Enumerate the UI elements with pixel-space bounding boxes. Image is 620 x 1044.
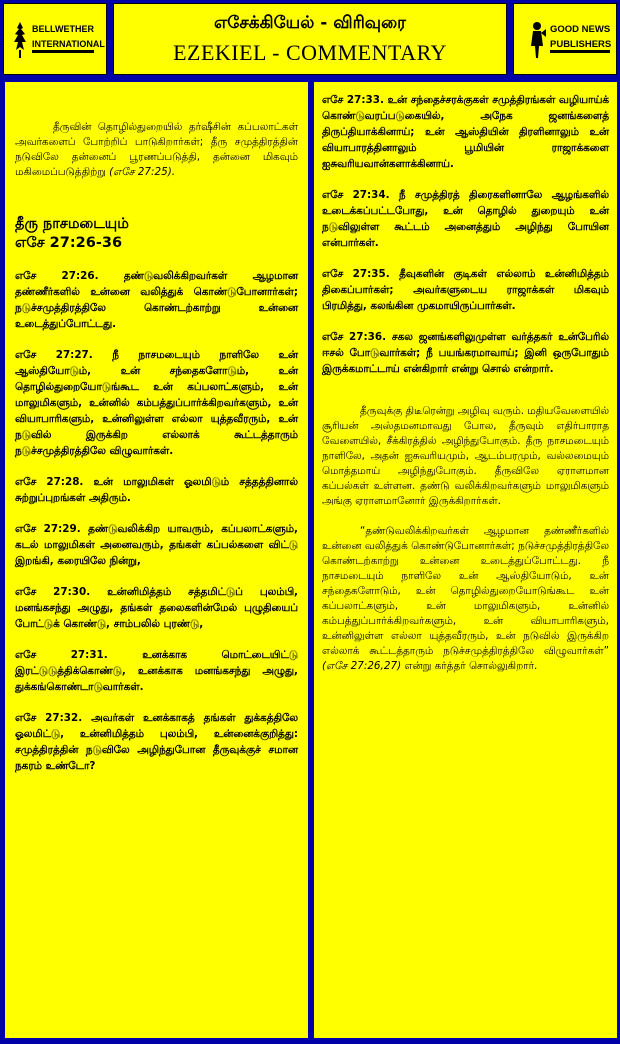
verse-27-28: எசே 27:28. உன் மாலுமிகள் ஓலமிடும் சத்தத்தினால் சுற்றுப்புறங்கள் அதிரும். <box>15 476 298 504</box>
title-banner <box>113 3 507 75</box>
commentary-quote: “தண்டுவலிக்கிறவர்கள் ஆழமான தண்ணீர்களில் உன்னை வலித்துக் கொண்டுபோனார்கள்; நடுச்சமுத்திரத்திலே கொண்டற்காற்று உன்னை உடைத்துப்போட்டது. நீ நாசமடையும் நாளிலே உன் ஆஸ்தியோடும், உன் சந்தைகளோடும், உன் தொழில்துறையோடுங்கூட உன் கப்பலாட்களும், உன் மாலுமிகளும், உன்னில் கம்பத்துப்பார்க்கிறவர்களும், உன் வியாபாரிகளும், உன்னிலுள்ள எல்லா யுத்தவீரரும், உன் நடுவில் இருக்கிற எல்லாக் கூட்டத்தாரும் நடுச்சமுத்திரத்திலே விழுவார்கள்” <box>322 525 609 657</box>
good-news-logo-line1: GOOD NEWS <box>550 24 611 35</box>
section-heading-title: தீரு நாசமடையும் <box>15 216 129 232</box>
verse-27-34: எசே 27:34. நீ சமுத்திரத் திரைகளினாலே ஆழங்களில் உடைக்கப்பட்டபோது, உன் தொழில் துறையும் உன் நடுவிலுள்ள கூட்டம் அனைத்தும் அழிந்து போயின என்பார்கள். <box>322 189 609 249</box>
spacer <box>15 332 298 347</box>
bellwether-logo <box>3 3 107 75</box>
verse-27-30: எசே 27:30. உன்னிமித்தம் சத்தமிட்டுப் புலம்பி, மனங்கசந்து அழுது, தங்கள் தலைகளின்மேல் புழுதியைப் போட்டுக் கொண்டு, சாம்பலில் புரண்டு, <box>15 586 298 630</box>
commentary-reference: (எசே 27:26,27) <box>322 660 402 672</box>
good-news-logo-line2: PUBLISHERS <box>550 39 612 50</box>
verse-27-36: எசே 27:36. சகல ஜனங்களிலுமுள்ள வர்த்தகர் உன்பேரில் ஈசல் போடுவார்கள்; நீ பயங்கரமாவாய்; இனி ஒருபோதும் இருக்கமாட்டாய் என்கிறார் என்று சொல் என்றார். <box>322 331 609 375</box>
verse-27-35: எசே 27:35. தீவுகளின் குடிகள் எல்லாம் உன்னிமித்தம் திகைப்பார்கள்; அவர்களுடைய ராஜாக்கள் மிகவும் பிரமித்து, கலங்கின முகமாயிருப்பார்கள். <box>322 268 609 312</box>
commentary-tail: என்று கர்த்தர் சொல்லுகிறார். <box>404 660 538 672</box>
right-column <box>314 82 617 1038</box>
spacer <box>15 180 298 195</box>
bellwether-logo-line2: INTERNATIONAL <box>32 39 105 49</box>
spacer <box>15 459 298 474</box>
spacer <box>322 251 609 266</box>
good-news-logo-underline <box>550 50 610 53</box>
section-heading <box>15 215 298 253</box>
bellwether-ram-icon <box>11 20 29 60</box>
spacer <box>322 392 609 404</box>
intro-paragraph <box>15 120 298 180</box>
commentary-paragraph-1: தீருவுக்கு திடீரென்று அழிவு வரும். மதியவேளையில் சூரியன் அஸ்தமனமாவது போல, தீருவும் எதிர்பாராத வேளையில், சீக்கிரத்தில் அழிந்துபோகும். தீரு நாசமடையும் நாளிலே, அதன் ஐசுவரியமும், ஆடம்பரமும், வல்லமையும் மொத்தமாய் அழிந்துபோகும். தீருவிலே ஏராளமான கப்பல்கள் உள்ளன. தண்டு வலிக்கிறவர்களும் மாலுமிகளும் அங்கு ஏராளமானோர் இருக்கிறார்கள். <box>322 405 609 507</box>
intro-reference: (எசே 27:25). <box>109 166 176 178</box>
section-heading-reference: எசே 27:26-36 <box>15 235 123 251</box>
bellwether-logo-underline <box>32 50 94 53</box>
page-header <box>3 3 617 75</box>
good-news-logo <box>513 3 617 75</box>
spacer <box>322 172 609 187</box>
verse-27-31: எசே 27:31. உனக்காக மொட்டையிட்டு இரட்டுடுத்திக்கொண்டு, உனக்காக மனங்கசந்து அழுது, துக்கங்கொண்டாடுவார்கள். <box>15 649 298 693</box>
spacer <box>322 377 609 392</box>
herald-trumpet-icon <box>528 20 546 60</box>
verse-27-33: எசே 27:33. உன் சந்தைச்சரக்குகள் சமுத்திரங்கள் வழியாய்க் கொண்டுவரப்படுகையில், அநேக ஜனங்களைத் திருப்தியாக்கினாய்; உன் ஆஸ்தியின் திரளினாலும் உன் வியாபாரத்தினாலும் பூமியின் ராஜாக்களை ஐசுவரியவான்களாக்கினாய். <box>322 94 609 170</box>
spacer <box>15 632 298 647</box>
page-title-english: EZEKIEL - COMMENTARY <box>173 40 447 65</box>
verse-27-29: எசே 27:29. தண்டுவலிக்கிற யாவரும், கப்பலாட்களும், கடல் மாலுமிகள் அனைவரும், தங்கள் கப்பல்களை விட்டு இறங்கி, கரையிலே நின்று, <box>15 523 298 567</box>
bellwether-logo-line1: BELLWETHER <box>32 24 94 34</box>
verse-27-32: எசே 27:32. அவர்கள் உனக்காகத் தங்கள் துக்கத்திலே ஓலமிட்டு, உன்னிமித்தம் புலம்பி, உன்னைக்குறித்து: சமுத்திரத்தின் நடுவிலே அழிந்துபோன தீருவுக்குச் சமான நகரம் உண்டோ? <box>15 712 298 772</box>
left-column <box>5 82 308 1038</box>
commentary-paragraph-2 <box>322 524 609 674</box>
verse-27-26: எசே 27:26. தண்டுவலிக்கிறவர்கள் ஆழமான தண்ணீர்களில் உன்னை வலித்துக் கொண்டுபோனார்கள்; நடுச்சமுத்திரத்திலே கொண்டற்காற்று உன்னை உடைத்துப்போட்டது. <box>15 270 298 330</box>
spacer <box>15 506 298 521</box>
page-title-tamil: எசேக்கியேல் - விரிவுரை <box>214 13 406 33</box>
intro-text: தீருவின் தொழில்துறையில் தர்ஷீசின் கப்பலாட்கள் அவர்களைப் போற்றிப் பாடுகிறார்கள்; தீரு சமுத்திரத்தின் நடுவிலே தன்னைப் பூரணப்படுத்தி, தன்னை மிகவும் மகிமைப்படுத்திற்று <box>15 121 298 178</box>
spacer <box>15 695 298 710</box>
good-news-logo-text <box>550 24 616 50</box>
verse-27-27: எசே 27:27. நீ நாசமடையும் நாளிலே உன் ஆஸ்தியோடும், உன் சந்தைகளோடும், உன் தொழில்துறையோடுங்கூட உன் கப்பலாட்களும், உன் மாலுமிகளும், உன்னில் கம்பத்துப்பார்க்கிறவர்களும், உன் வியாபாரிகளும், உன்னிலுள்ள எல்லா யுத்தவீரரும், உன் நடுவில் இருக்கிற எல்லாக் கூட்டத்தாரும் நடுச்சமுத்திரத்திலே விழுவார்கள். <box>15 349 298 457</box>
spacer <box>15 569 298 584</box>
spacer <box>15 253 298 268</box>
spacer <box>322 314 609 329</box>
bellwether-logo-text <box>32 24 104 50</box>
spacer <box>322 509 609 524</box>
